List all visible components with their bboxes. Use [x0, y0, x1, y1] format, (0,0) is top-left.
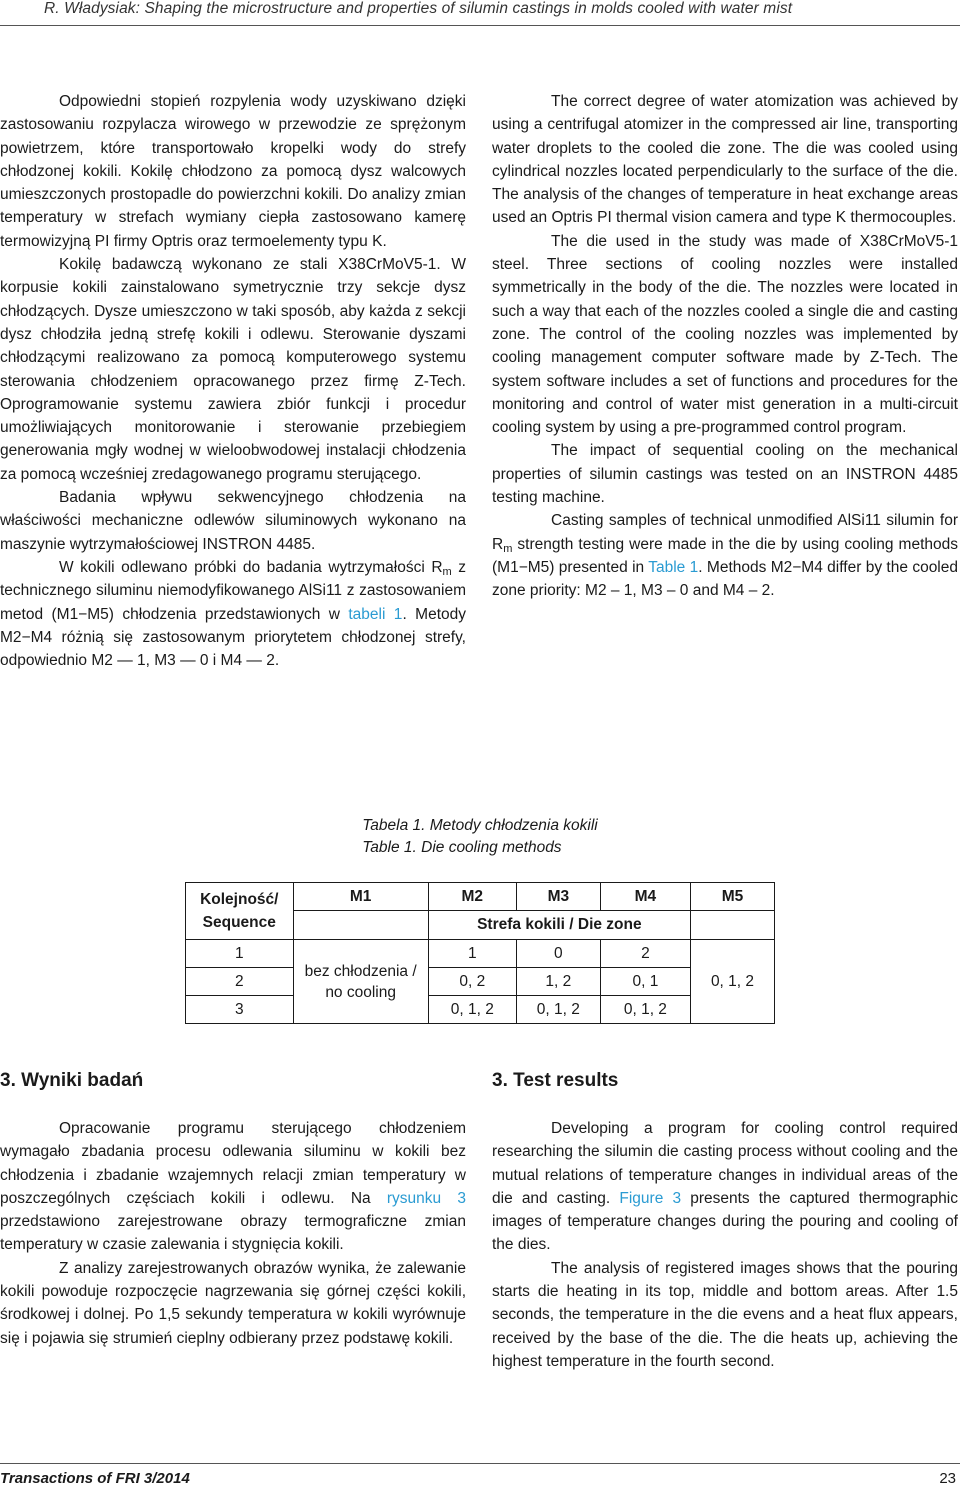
header-divider: [0, 25, 960, 26]
method-header-m1: M1: [293, 883, 428, 911]
paragraph-pl-1: Odpowiedni stopień rozpylenia wody uzyskiwano dzięki zastosowaniu rozpylacza wirowego w przewodzie ze sprężonym powietrzem, które transportowało kropelki wody do strefy chłodzonej kokili. Kokilę chłodzono za pomocą dysz walcowych umieszczonych prostopadle do powierzchni kokili. Do analizy zmian temperatury w strefach wymiany ciepła zastosowano kamerę termowizyjną PI firmy Optris oraz termoelementy typu K.: [0, 93, 466, 250]
paragraph-en-3: The impact of sequential cooling on the mechanical properties of silumin castings was tested on an INSTRON 4485 testing machine.: [492, 442, 958, 507]
paragraph-en-2: The die used in the study was made of X38CrMoV5-1 steel. Three sections of cooling nozzles were installed symmetrically in the body of the die. The nozzles were located in such a way that each of the nozzles cooled a single die and casting zone. The control of the cooling nozzles was implemented by cooling management computer software made by Z-Tech. The system software includes a set of functions and procedures for the monitoring and control of water mist generation in a multi-circuit cooling system by using a pre-programmed control program.: [492, 232, 958, 437]
results-paragraph-pl-2: Z analizy zarejestrowanych obrazów wynika, że zalewanie kokili powoduje rozpoczęcie nagrzewania się górnej części kokili, środkowej i dolnej. Po 1,5 sekundy temperatura w kokili wyrównuje się i pojawia się strumień cieplny odbierany przez podstawę kokili.: [0, 1259, 466, 1347]
table-caption-en: Table 1. Die cooling methods: [362, 839, 562, 856]
table-row: [186, 996, 775, 1024]
table-row: [186, 968, 775, 996]
table-caption-pl: Tabela 1. Metody chłodzenia kokili: [362, 817, 598, 834]
method-header-m4: M4: [600, 883, 690, 911]
table-1-link-pl[interactable]: tabeli 1: [348, 605, 403, 623]
empty-cell: [690, 911, 774, 940]
table-header-row: [186, 883, 775, 911]
m5-all-zones-cell: 0, 1, 2: [690, 940, 774, 1024]
figure-3-link-en[interactable]: Figure 3: [619, 1189, 682, 1207]
empty-cell: [293, 911, 428, 940]
left-column-body: [0, 90, 466, 672]
zone-header: Strefa kokili / Die zone: [428, 911, 690, 940]
running-title: R. Władysiak: Shaping the microstructure and properties of silumin castings in molds cooled with water mist: [44, 0, 793, 17]
footer-divider: [0, 1463, 960, 1464]
m4-cell: 2: [600, 940, 690, 968]
section3-right-body: [492, 1117, 958, 1373]
results-paragraph-pl-1: Opracowanie programu sterującego chłodzeniem wymagało zbadania procesu odlewania siluminu w kokili bez chłodzenia i zbadanie wzajemnych relacji zmian temperatury w poszczególnych częściach kokili i odlewu. Na rysunku 3 przedstawiono zarejestrowane obrazy termograficzne zmian temperatury w czasie zalewania i stygnięcia kokili.: [0, 1120, 466, 1254]
sequence-cell: 1: [186, 940, 294, 968]
paragraph-pl-4: W kokili odlewano próbki do badania wytrzymałości $R_m$ z technicznego siluminu niemodyfikowanego AlSi11 z zastosowaniem metod (M1−M5) chłodzenia przedstawionych w tabeli 1. Metody M2−M4 różnią się zastosowanym priorytetem chłodzonej strefy, odpowiednio M2 — 1, M3 — 0 i M4 — 2.: [0, 558, 466, 670]
m2-cell: 0, 1, 2: [428, 996, 516, 1024]
sequence-header: Kolejność/ Sequence: [186, 883, 294, 940]
paragraph-en-1: The correct degree of water atomization was achieved by using a centrifugal atomizer in the compressed air line, transporting water droplets to the cooled die zone. The die was cooled using cylindrical nozzles located perpendicularly to the surface of the die. The analysis of the changes of temperature in heat exchange areas used an Optris PI thermal vision camera and type K thermocouples.: [492, 93, 958, 227]
section3-left-body: [0, 1117, 466, 1350]
m4-cell: 0, 1, 2: [600, 996, 690, 1024]
right-column-body: [492, 90, 958, 603]
m4-cell: 0, 1: [600, 968, 690, 996]
journal-name: Transactions of FRI 3/2014: [0, 1470, 190, 1487]
section-title-pl: 3. Wyniki badań: [0, 1070, 144, 1091]
section-title-en: 3. Test results: [492, 1070, 619, 1091]
table-row: [186, 940, 775, 968]
results-paragraph-en-1: Developing a program for cooling control required researching the silumin die casting process without cooling and the mutual relations of temperature changes in individual areas of the die and casting. Figure 3 presents the captured thermographic images of temperature changes during the pouring and cooling of the dies.: [492, 1120, 958, 1254]
paragraph-pl-3: Badania wpływu sekwencyjnego chłodzenia na właściwości mechaniczne odlewów siluminowych wykonano na maszynie wytrzymałościowej INSTRON 4485.: [0, 489, 466, 553]
m3-cell: 0: [516, 940, 600, 968]
m2-cell: 1: [428, 940, 516, 968]
sequence-cell: 3: [186, 996, 294, 1024]
cooling-methods-table: [185, 882, 775, 1024]
method-header-m5: M5: [690, 883, 774, 911]
paragraph-en-4: Casting samples of technical unmodified AlSi11 silumin for $R_m$ strength testing were made in the die by using cooling methods (M1−M5) presented in Table 1. Methods M2−M4 differ by the cooled zone priority: M2 – 1, M3 – 0 and M4 – 2.: [492, 512, 958, 600]
method-header-m2: M2: [428, 883, 516, 911]
table-caption: [0, 815, 960, 859]
results-paragraph-en-2: The analysis of registered images shows that the pouring starts die heating in its top, middle and bottom areas. After 1.5 seconds, the temperature in the die evens and a heat flux appears, received by the base of the die. The die heats up, achieving the highest temperature in the fourth second.: [492, 1259, 958, 1370]
m3-cell: 0, 1, 2: [516, 996, 600, 1024]
page-number: 23: [939, 1470, 956, 1487]
method-header-m3: M3: [516, 883, 600, 911]
m3-cell: 1, 2: [516, 968, 600, 996]
m1-no-cooling-cell: bez chłodzenia / no cooling: [293, 940, 428, 1024]
sequence-cell: 2: [186, 968, 294, 996]
table-1-link-en[interactable]: Table 1: [648, 558, 699, 576]
m2-cell: 0, 2: [428, 968, 516, 996]
figure-3-link-pl[interactable]: rysunku 3: [386, 1189, 466, 1207]
paragraph-pl-2: Kokilę badawczą wykonano ze stali X38CrMoV5-1. W korpusie kokili zainstalowano symetrycznie trzy sekcje dysz chłodzących. Dysze umieszczono w taki sposób, aby każda z sekcji dysz chłodziła jedną strefę kokili i odlewu. Sterowanie dyszami chłodzącymi realizowano za pomocą komputerowego systemu sterowania chłodzeniem opracowanego przez firmę Z-Tech. Oprogramowanie systemu zawiera zbiór funkcji i procedur umożliwiających monitorowanie i sterowanie przebiegiem generowania mgły wodnej w wieloobwodowej instalacji chłodzenia za pomocą wcześniej zredagowanego programu sterującego.: [0, 256, 466, 483]
